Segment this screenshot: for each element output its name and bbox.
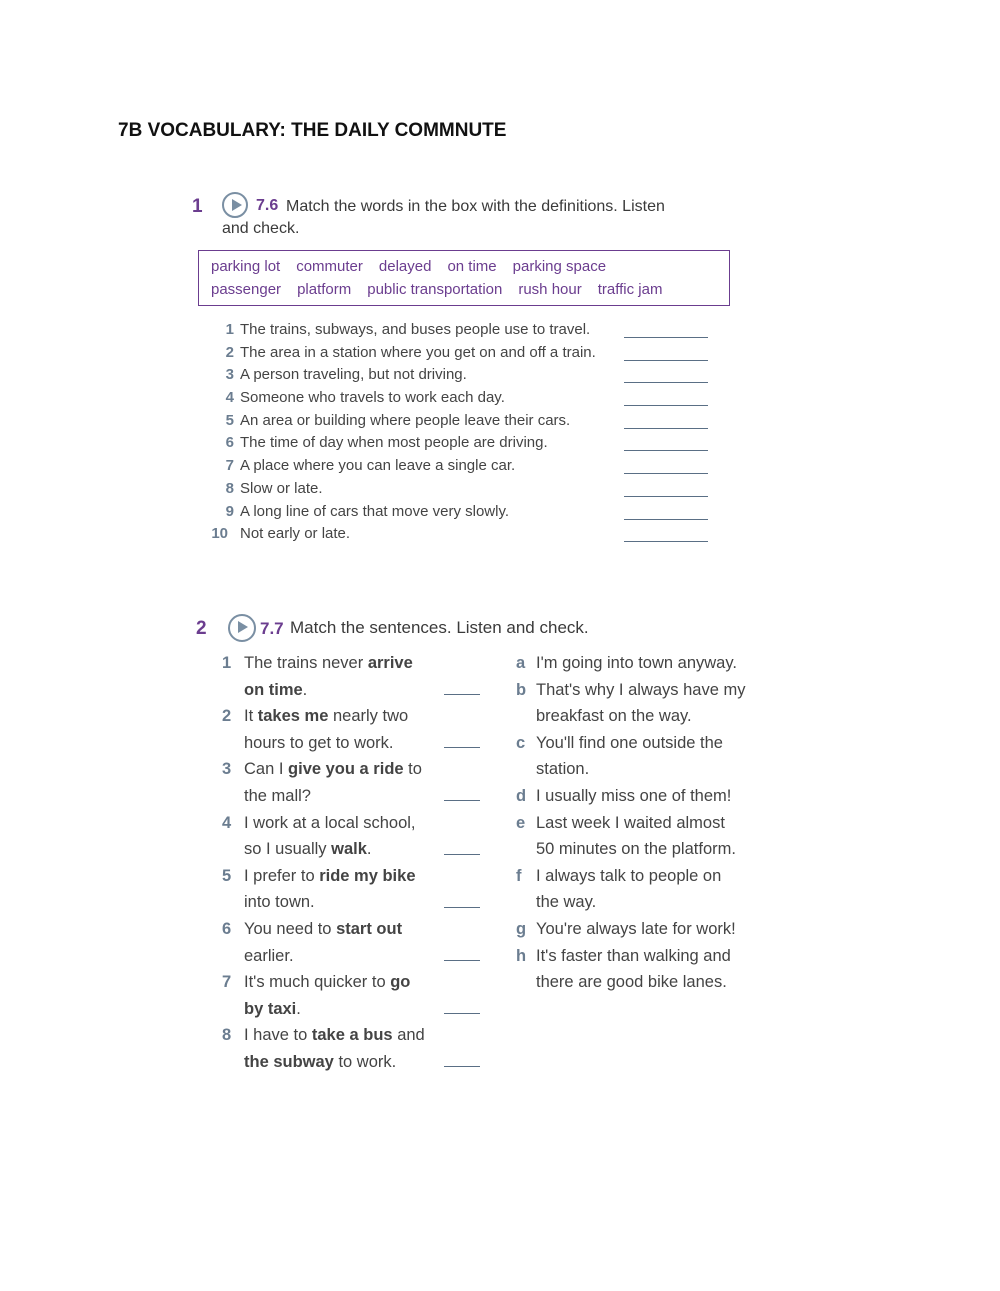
sentence-number: 8 <box>222 1026 232 1045</box>
word-box <box>198 250 730 306</box>
exercise-2-number: 2 <box>196 618 207 639</box>
word-box-row-1 <box>211 258 622 275</box>
definition-number: 8 <box>225 479 234 497</box>
sentence-item <box>222 756 492 809</box>
sentence-number: 3 <box>222 760 232 779</box>
definition-number: 5 <box>225 411 234 429</box>
definition-row <box>206 480 716 503</box>
word-box-item: delayed <box>378 258 432 275</box>
exercise-1-instruction: Match the words in the box with the definitions. Listen <box>286 198 665 215</box>
definition-text: The time of day when most people are driving. <box>240 434 548 452</box>
definition-text: An area or building where people leave their cars. <box>240 411 571 429</box>
option-letter: a <box>516 654 526 672</box>
option-text: You'll find one outside the station. <box>536 733 723 779</box>
option-text: You're always late for work! <box>536 919 736 938</box>
option-item <box>516 677 756 730</box>
answer-blank[interactable] <box>444 1013 480 1014</box>
page-title: 7B VOCABULARY: THE DAILY COMMNUTE <box>118 120 507 141</box>
definition-row <box>206 412 716 435</box>
option-letter: f <box>516 866 522 885</box>
definition-text: The area in a station where you get on and off a train. <box>240 343 596 361</box>
answer-blank[interactable] <box>624 337 708 338</box>
options-list <box>516 650 756 996</box>
option-text: I always talk to people on the way. <box>536 866 722 912</box>
option-item <box>516 916 756 943</box>
definition-number: 10 <box>211 525 228 543</box>
sentence-text: I work at a local school, so I usually walk. <box>244 813 416 859</box>
definition-text: A place where you can leave a single car. <box>240 457 516 475</box>
sentence-item <box>222 703 492 756</box>
answer-blank[interactable] <box>624 541 708 542</box>
option-text: That's why I always have my breakfast on the way. <box>536 680 746 726</box>
answer-blank[interactable] <box>444 907 480 908</box>
sentence-number: 7 <box>222 973 232 992</box>
exercise-1-number: 1 <box>192 196 203 217</box>
definition-text: The trains, subways, and buses people use to travel. <box>240 321 591 338</box>
sentence-item <box>222 863 492 916</box>
sentence-item <box>222 1022 492 1075</box>
sentence-item <box>222 969 492 1022</box>
option-letter: d <box>516 786 527 805</box>
definition-number: 3 <box>225 366 234 384</box>
option-item <box>516 730 756 783</box>
definition-row <box>206 366 716 389</box>
sentence-number: 5 <box>222 866 232 885</box>
sentence-text: You need to start out earlier. <box>244 919 403 965</box>
exercise-2-instruction: Match the sentences. Listen and check. <box>290 618 589 637</box>
answer-blank[interactable] <box>624 473 708 474</box>
sentence-text: Can I give you a ride to the mall? <box>244 760 422 805</box>
option-text: It's faster than walking and there are good bike lanes. <box>536 946 731 992</box>
option-text: I'm going into town anyway. <box>536 654 737 672</box>
definition-row <box>206 503 716 526</box>
option-item <box>516 863 756 916</box>
sentence-text: It takes me nearly two hours to get to work. <box>244 707 409 752</box>
option-letter: b <box>516 680 527 699</box>
word-box-item: rush hour <box>518 281 582 298</box>
answer-blank[interactable] <box>444 747 480 748</box>
sentence-text: I prefer to ride my bike into town. <box>244 866 416 912</box>
sentence-item <box>222 650 492 703</box>
option-letter: e <box>516 813 526 832</box>
exercise-1-instruction-cont: and check. <box>222 220 300 237</box>
option-text: Last week I waited almost 50 minutes on the platform. <box>536 813 736 859</box>
sentence-item <box>222 916 492 969</box>
definition-number: 2 <box>225 343 234 361</box>
definition-number: 4 <box>225 389 234 407</box>
answer-blank[interactable] <box>444 854 480 855</box>
definition-number: 6 <box>225 434 234 452</box>
sentence-item <box>222 810 492 863</box>
word-box-item: platform <box>297 281 352 298</box>
answer-blank[interactable] <box>444 1066 480 1067</box>
sentence-text: The trains never arrive on time. <box>244 654 413 699</box>
word-box-item: public transportation <box>367 281 503 298</box>
sentence-text: It's much quicker to go by taxi. <box>244 973 411 1018</box>
definition-number: 7 <box>225 457 234 475</box>
definition-row <box>206 457 716 480</box>
definition-number: 1 <box>225 321 234 338</box>
definition-row <box>206 434 716 457</box>
word-box-item: parking lot <box>211 258 281 275</box>
sentence-number: 6 <box>222 919 232 938</box>
answer-blank[interactable] <box>624 382 708 383</box>
play-audio-icon[interactable] <box>222 192 248 218</box>
definition-text: Slow or late. <box>240 479 323 497</box>
option-item <box>516 810 756 863</box>
exercise-1-track: 7.6 <box>256 197 279 214</box>
definition-row <box>206 321 716 344</box>
option-letter: c <box>516 733 526 752</box>
answer-blank[interactable] <box>444 800 480 801</box>
definition-row <box>206 525 716 548</box>
definition-row <box>206 389 716 412</box>
definition-text: A long line of cars that move very slowly. <box>240 502 510 520</box>
answer-blank[interactable] <box>444 960 480 961</box>
definition-text: Someone who travels to work each day. <box>240 389 505 407</box>
play-audio-icon[interactable] <box>228 614 256 642</box>
option-item <box>516 943 756 996</box>
option-item <box>516 650 756 677</box>
sentence-number: 1 <box>222 654 232 672</box>
word-box-item: on time <box>447 258 497 275</box>
word-box-item: commuter <box>296 258 363 275</box>
option-text: I usually miss one of them! <box>536 786 732 805</box>
word-box-item: traffic jam <box>597 281 663 298</box>
exercise-2-track: 7.7 <box>260 619 284 638</box>
definitions-list <box>206 321 716 548</box>
answer-blank[interactable] <box>624 428 708 429</box>
definition-text: Not early or late. <box>240 525 351 543</box>
definition-text: A person traveling, but not driving. <box>240 366 467 384</box>
answer-blank[interactable] <box>624 360 708 361</box>
sentences-list <box>222 650 492 1076</box>
answer-blank[interactable] <box>444 694 480 695</box>
word-box-item: passenger <box>211 281 282 298</box>
sentence-number: 2 <box>222 707 232 726</box>
sentence-number: 4 <box>222 813 232 832</box>
sentence-text: I have to take a bus and the subway to work. <box>244 1026 425 1071</box>
option-item <box>516 783 756 810</box>
word-box-row-2 <box>211 281 678 298</box>
answer-blank[interactable] <box>624 519 708 520</box>
answer-blank[interactable] <box>624 405 708 406</box>
answer-blank[interactable] <box>624 496 708 497</box>
definition-number: 9 <box>225 502 234 520</box>
option-letter: h <box>516 946 527 965</box>
option-letter: g <box>516 919 527 938</box>
word-box-item: parking space <box>512 258 607 275</box>
answer-blank[interactable] <box>624 450 708 451</box>
definition-row <box>206 344 716 367</box>
